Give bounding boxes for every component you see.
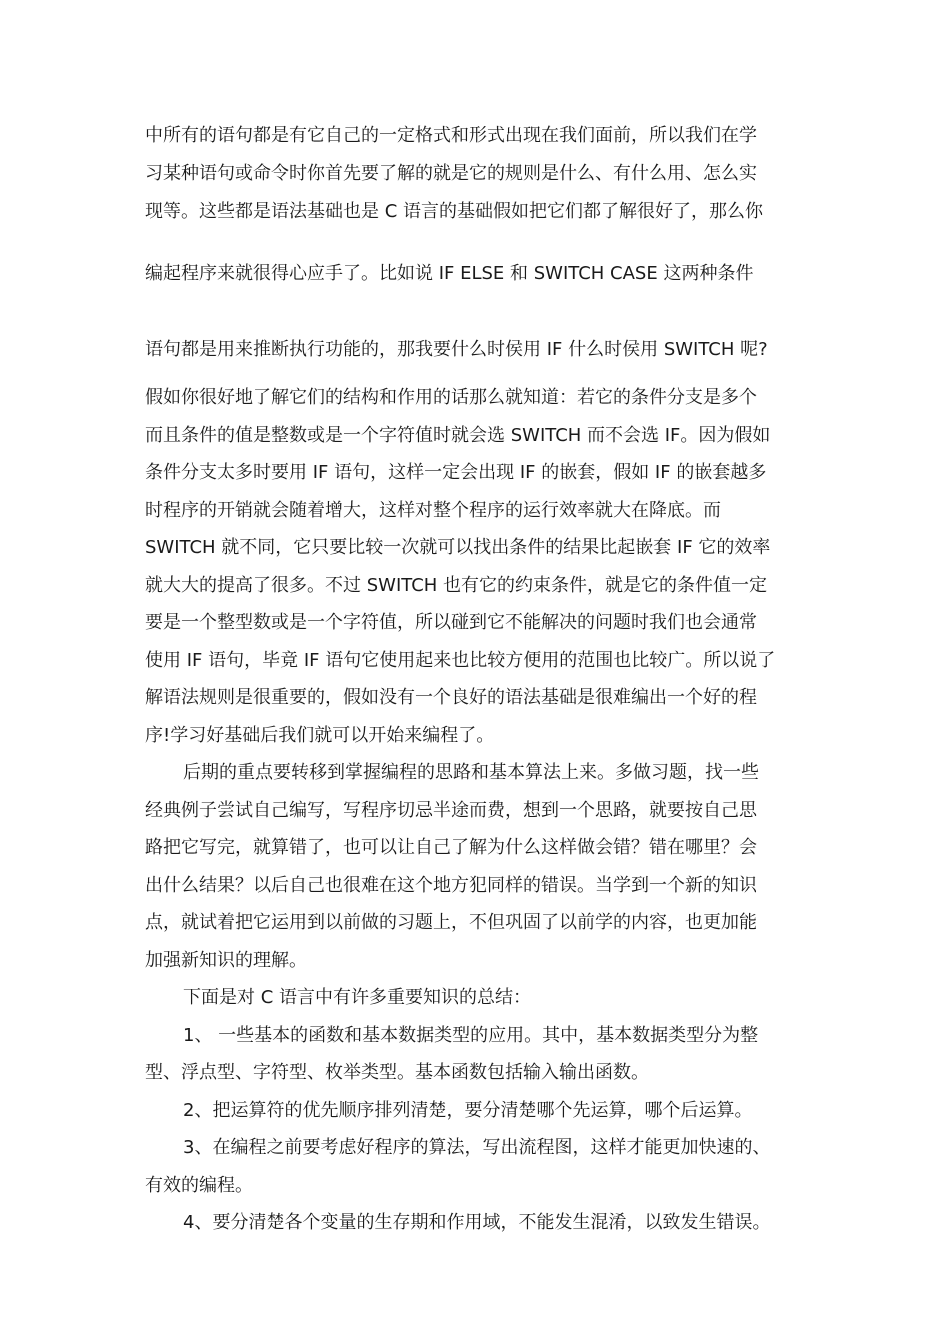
text-line: 条件分支太多时要用 IF 语句，这样一定会出现 IF 的嵌套，假如 IF 的嵌套越多	[145, 462, 767, 483]
text-line: 经典例子尝试自己编写，写程序切忌半途而费，想到一个思路，就要按自己思	[145, 800, 757, 821]
text-line: SWITCH 就不同，它只要比较一次就可以找出条件的结果比起嵌套 IF 它的效率	[145, 537, 771, 558]
text-line: 现等。这些都是语法基础也是 C 语言的基础假如把它们都了解很好了，那么你	[145, 201, 764, 222]
text-line: 时程序的开销就会随着增大，这样对整个程序的运行效率就大在降底。而	[145, 500, 721, 521]
text-line: 2、把运算符的优先顺序排列清楚，要分清楚哪个先运算，哪个后运算。	[183, 1100, 753, 1121]
text-line: 使用 IF 语句，毕竟 IF 语句它使用起来也比较方便用的范围也比较广。所以说了	[145, 650, 776, 671]
text-line: 假如你很好地了解它们的结构和作用的话那么就知道：若它的条件分支是多个	[145, 387, 757, 408]
text-line: 编起程序来就很得心应手了。比如说 IF ELSE 和 SWITCH CASE 这两种条件	[145, 263, 754, 284]
text-line: 1、 一些基本的函数和基本数据类型的应用。其中，基本数据类型分为整	[183, 1025, 759, 1046]
text-line: 而且条件的值是整数或是一个字符值时就会选 SWITCH 而不会选 IF。因为假如	[145, 425, 771, 446]
text-line: 要是一个整型数或是一个字符值，所以碰到它不能解决的问题时我们也会通常	[145, 612, 757, 633]
text-line: 语句都是用来推断执行功能的，那我要什么时侯用 IF 什么时侯用 SWITCH 呢?	[145, 339, 768, 360]
text-line: 出什么结果？以后自己也很难在这个地方犯同样的错误。当学到一个新的知识	[145, 875, 757, 896]
text-line: 加强新知识的理解。	[145, 950, 307, 971]
text-line: 后期的重点要转移到掌握编程的思路和基本算法上来。多做习题，找一些	[183, 762, 759, 783]
text-line: 4、要分清楚各个变量的生存期和作用域，不能发生混淆，以致发生错误。	[183, 1212, 771, 1233]
text-line: 型、浮点型、字符型、枚举类型。基本函数包括输入输出函数。	[145, 1062, 649, 1083]
text-line: 就大大的提高了很多。不过 SWITCH 也有它的约束条件，就是它的条件值一定	[145, 575, 768, 596]
text-line: 中所有的语句都是有它自己的一定格式和形式出现在我们面前，所以我们在学	[145, 125, 757, 146]
text-line: 有效的编程。	[145, 1175, 253, 1196]
text-line: 点，就试着把它运用到以前做的习题上，不但巩固了以前学的内容，也更加能	[145, 912, 757, 933]
text-line: 路把它写完，就算错了，也可以让自己了解为什么这样做会错？错在哪里？会	[145, 837, 757, 858]
text-line: 习某种语句或命令时你首先要了解的就是它的规则是什么、有什么用、怎么实	[145, 163, 757, 184]
text-line: 解语法规则是很重要的，假如没有一个良好的语法基础是很难编出一个好的程	[145, 687, 757, 708]
text-line: 下面是对 C 语言中有许多重要知识的总结：	[183, 987, 532, 1008]
text-line: 3、在编程之前要考虑好程序的算法，写出流程图，这样才能更加快速的、	[183, 1137, 771, 1158]
text-line: 序!学习好基础后我们就可以开始来编程了。	[145, 725, 495, 746]
